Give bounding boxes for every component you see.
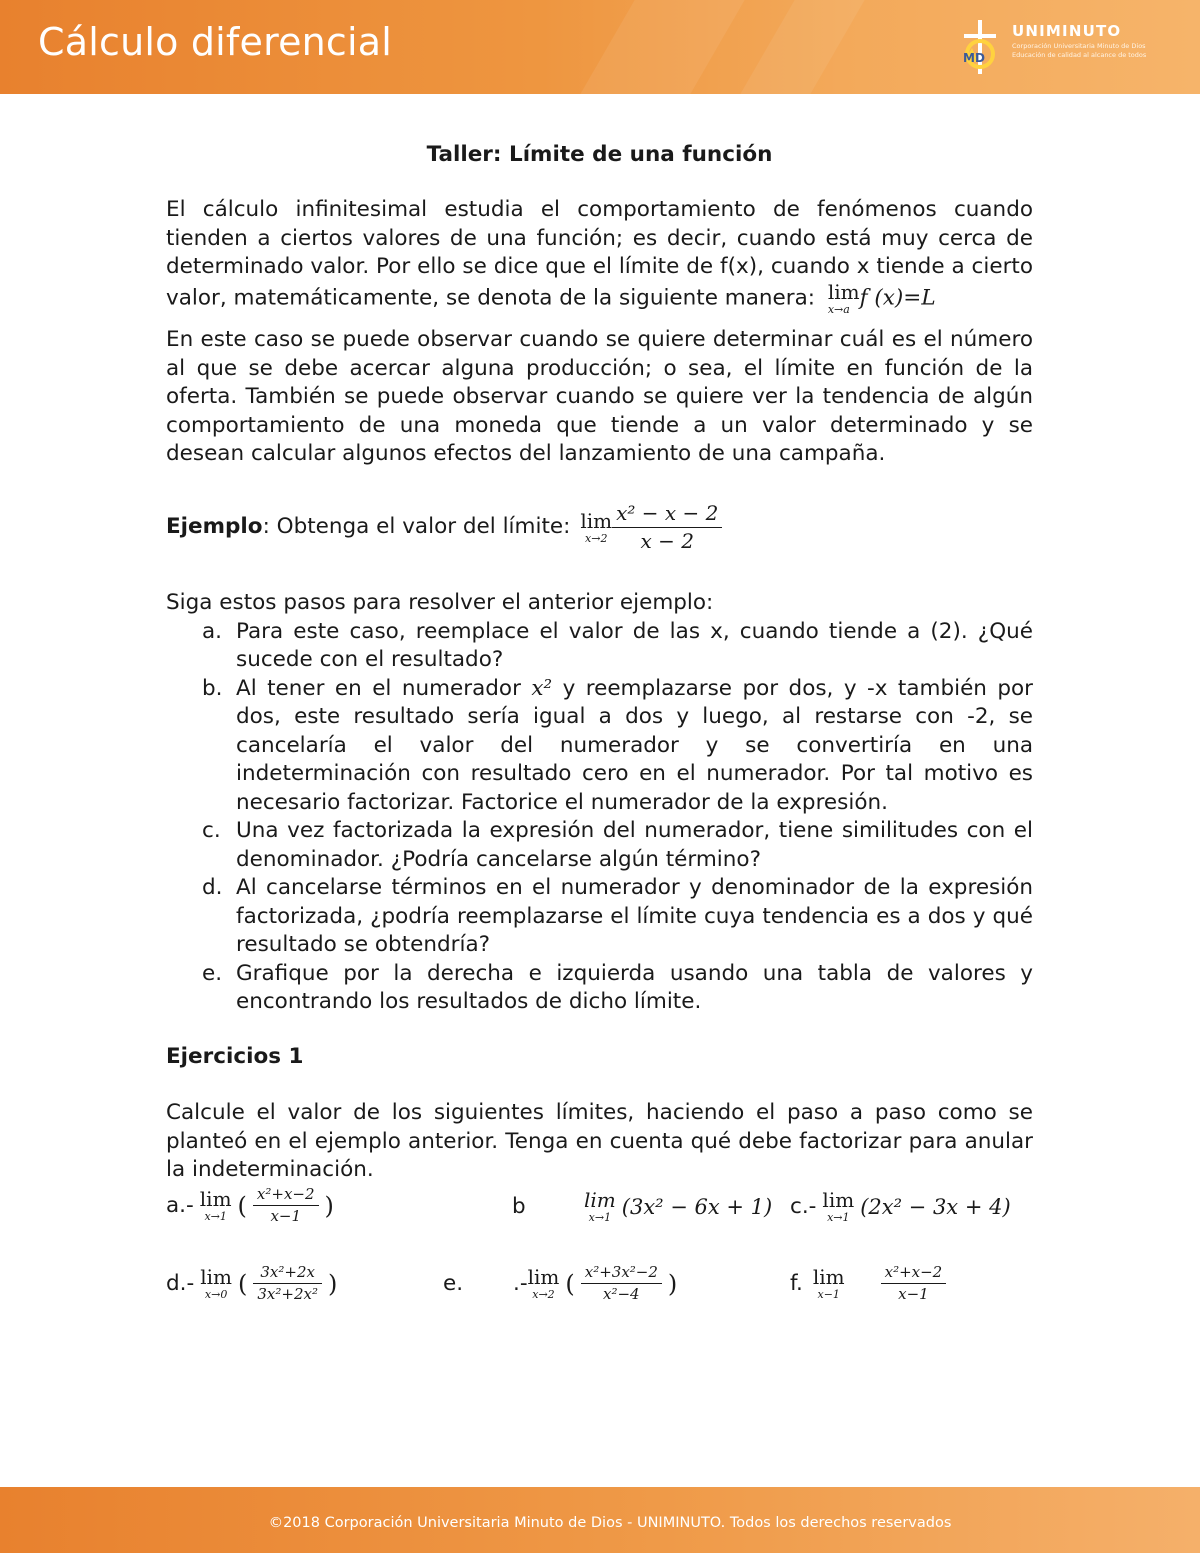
- lim-word: lim: [200, 1265, 233, 1290]
- step-text: Una vez factorizada la expresión del numerador, tiene similitudes con el denominador. ¿Podría cancelarse algún término?: [236, 818, 1033, 872]
- logo-name: UNIMINUTO: [1012, 22, 1122, 40]
- header-decoration: [714, 0, 876, 94]
- example-label: Ejemplo: [166, 514, 263, 540]
- page-footer: [0, 1487, 1200, 1553]
- step-text: Al tener en el numerador: [236, 675, 521, 701]
- logo-tagline-line-2: Educación de calidad al alcance de todos: [1012, 51, 1147, 59]
- fraction-denominator: x²−4: [603, 1285, 640, 1304]
- steps-intro: Siga estos pasos para resolver el anterior ejemplo:: [166, 590, 714, 615]
- exercise-label: b: [512, 1194, 526, 1219]
- lim-subscript: x→0: [204, 1288, 228, 1302]
- exercise-c: [790, 1190, 1011, 1223]
- steps-section: [166, 589, 1033, 1017]
- fraction-numerator: x² − x − 2: [612, 502, 722, 528]
- lim-subscript: x→a: [827, 302, 850, 316]
- page-title: Taller: Límite de una función: [426, 142, 773, 167]
- exercises-intro-text: Calcule el valor de los siguientes límites, haciendo el paso a paso como se planteó en el ejemplo anterior. Tenga en cuenta qué debe factorizar para anular la indeterminación.: [166, 1100, 1033, 1182]
- exercise-limit: [200, 1267, 232, 1300]
- open-paren: (: [238, 1269, 248, 1298]
- exercise-limit: [584, 1190, 616, 1223]
- exercise-limit: [822, 1190, 854, 1223]
- uniminuto-logo: [958, 18, 1178, 76]
- page-header: [0, 0, 1200, 94]
- exercise-e: [443, 1264, 677, 1304]
- lim-subscript: x→1: [588, 1211, 612, 1224]
- exercise-f: [790, 1264, 946, 1304]
- example-fraction: [612, 502, 722, 553]
- fraction-denominator: x−1: [270, 1207, 302, 1226]
- exercise-limit: [200, 1189, 232, 1222]
- paragraph-2: [166, 326, 1033, 469]
- lim-word: lim: [584, 1188, 616, 1212]
- list-marker: b.: [202, 675, 223, 701]
- exercise-label: f.: [790, 1271, 803, 1297]
- close-paren: ): [324, 1191, 334, 1220]
- lim-word: lim: [199, 1187, 232, 1212]
- exercise-label: d.-: [166, 1271, 195, 1297]
- footer-copyright: ©2018 Corporación Universitaria Minuto de Dios - UNIMINUTO. Todos los derechos reservados: [268, 1515, 952, 1531]
- header-title: Cálculo diferencial: [38, 20, 393, 64]
- exercise-prefix: .-: [513, 1271, 528, 1297]
- fraction-numerator: x²+x−2: [881, 1264, 947, 1284]
- fraction-denominator: x − 2: [640, 529, 694, 553]
- lim-word: lim: [822, 1188, 855, 1212]
- intro-limit: [827, 279, 860, 316]
- svg-text:MD: MD: [963, 51, 985, 65]
- step-math: x²: [531, 675, 553, 701]
- list-item: [166, 960, 1033, 1017]
- lim-subscript: x−1: [817, 1288, 840, 1302]
- header-decoration: [554, 0, 756, 94]
- logo-tagline-line-1: Corporación Universitaria Minuto de Dios: [1012, 42, 1146, 50]
- exercises-intro: [166, 1099, 1033, 1185]
- exercise-fraction: [581, 1264, 662, 1304]
- logo-mark-icon: [958, 18, 1006, 76]
- fraction-numerator: x²+3x²−2: [581, 1264, 662, 1284]
- lim-word: lim: [580, 509, 613, 533]
- close-paren: ): [667, 1269, 678, 1298]
- lim-word: lim: [812, 1265, 845, 1290]
- list-marker: c.: [202, 818, 221, 843]
- list-item: [166, 817, 1033, 874]
- exercise-fraction: [253, 1264, 322, 1304]
- example-text: : Obtenga el valor del límite:: [262, 514, 571, 540]
- lim-subscript: x→1: [204, 1210, 227, 1224]
- lim-subscript: x→2: [585, 532, 608, 545]
- exercise-label: e.: [443, 1271, 464, 1297]
- exercise-b: [512, 1190, 772, 1223]
- example-limit: [580, 511, 612, 544]
- open-paren: (: [565, 1269, 575, 1298]
- logo-tagline: [1012, 42, 1146, 60]
- intro-paragraph: [166, 196, 1033, 315]
- list-marker: d.: [202, 875, 223, 900]
- exercise-body: (3x² − 6x + 1): [621, 1194, 773, 1219]
- step-text: Para este caso, reemplace el valor de las x, cuando tiende a (2). ¿Qué sucede con el resultado?: [236, 618, 1033, 672]
- paragraph-2-text: En este caso se puede observar cuando se quiere determinar cuál es el número al que se debe acercar alguna producción; o sea, el límite en función de la oferta. También se puede observar cuando se quiere ver la tendencia de algún comportamiento de una moneda que tiende a un valor determinado y se desean calcular algunos efectos del lanzamiento de una campaña.: [166, 327, 1033, 466]
- intro-formula-body: f (x)=L: [859, 285, 936, 310]
- lim-word: lim: [827, 279, 860, 304]
- exercise-limit: [528, 1267, 560, 1300]
- exercise-fraction: [253, 1186, 319, 1226]
- fraction-denominator: x−1: [898, 1285, 929, 1304]
- fraction-denominator: 3x²+2x²: [257, 1285, 318, 1304]
- fraction-numerator: 3x²+2x: [253, 1264, 322, 1284]
- lim-word: lim: [527, 1265, 560, 1290]
- exercise-d: [166, 1264, 337, 1304]
- exercise-a: [166, 1186, 334, 1226]
- step-text: y reemplazarse por dos, y -x también por dos, este resultado sería igual a dos y luego, al restarse con -2, se cancelaría el valor del numerador y se convertiría en una indeterminación con resultado cero en el numerador. Por tal motivo es necesario factorizar. Factorice el numerador de la expresión.: [236, 675, 1034, 815]
- list-item: [166, 874, 1033, 960]
- exercise-limit: [813, 1267, 845, 1300]
- list-marker: a.: [202, 618, 223, 644]
- list-marker: e.: [202, 960, 223, 986]
- exercise-body: (2x² − 3x + 4): [860, 1194, 1011, 1219]
- step-text: Al cancelarse términos en el numerador y denominador de la expresión factorizada, ¿podría reemplazarse el límite cuya tendencia es a dos y qué resultado se obtendría?: [236, 875, 1033, 957]
- list-item: [166, 675, 1033, 818]
- intro-text: El cálculo infinitesimal estudia el comportamiento de fenómenos cuando tienden a ciertos valores de una función; es decir, cuando está muy cerca de determinado valor. Por ello se dice que el límite de f(x), cuando x tiende a cierto valor, matemáticamente, se denota de la siguiente manera:: [166, 197, 1033, 310]
- example-line: [166, 502, 1033, 553]
- close-paren: ): [328, 1269, 338, 1298]
- exercises-heading: Ejercicios 1: [166, 1044, 304, 1069]
- list-item: [166, 618, 1033, 675]
- fraction-numerator: x²+x−2: [253, 1186, 319, 1206]
- exercise-label: a.-: [166, 1193, 194, 1219]
- steps-list: [166, 618, 1033, 1017]
- lim-subscript: x→1: [827, 1211, 850, 1224]
- exercise-label: c.-: [790, 1194, 817, 1219]
- lim-subscript: x→2: [532, 1288, 555, 1302]
- step-text: Grafique por la derecha e izquierda usando una tabla de valores y encontrando los resultados de dicho límite.: [236, 960, 1033, 1014]
- open-paren: (: [237, 1191, 247, 1220]
- exercise-fraction: [881, 1264, 947, 1304]
